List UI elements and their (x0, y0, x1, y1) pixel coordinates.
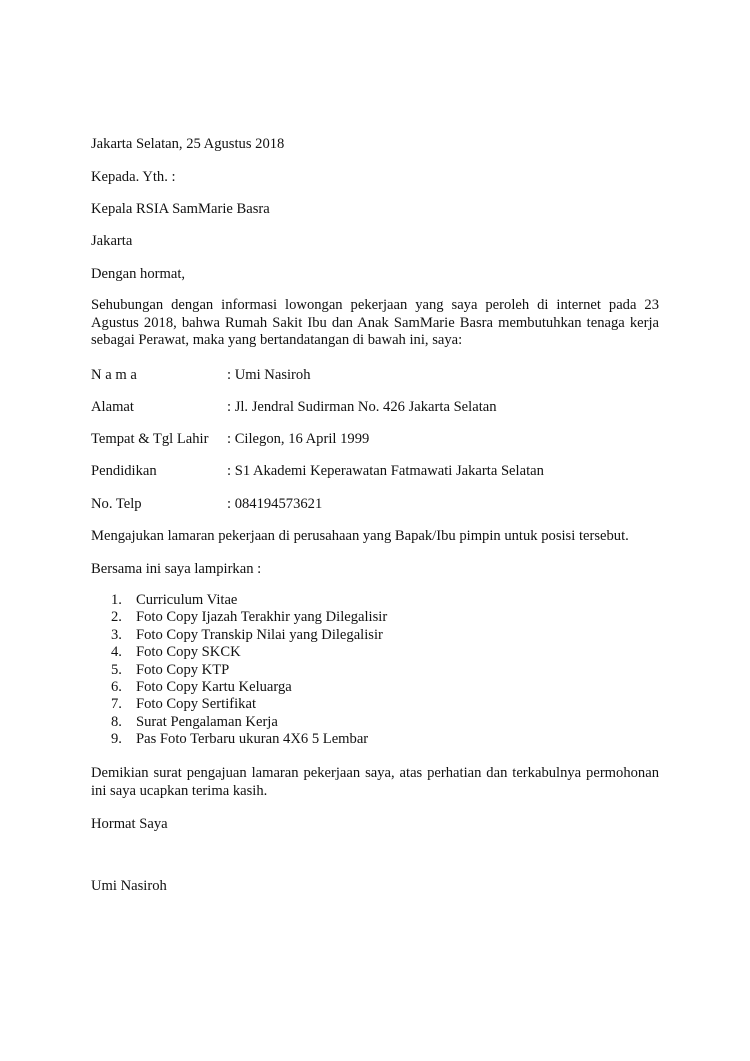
list-number: 6. (111, 678, 122, 695)
greeting: Dengan hormat, (91, 266, 186, 282)
field-label: No. Telp (91, 496, 142, 512)
list-item (91, 714, 659, 731)
application-statement: Mengajukan lamaran pekerjaan di perusahaan yang Bapak/Ibu pimpin untuk posisi tersebut. (91, 528, 629, 544)
list-item (91, 679, 659, 696)
list-number: 5. (111, 661, 122, 678)
list-text: Surat Pengalaman Kerja (136, 713, 278, 730)
list-number: 2. (111, 609, 122, 626)
field-birth (91, 430, 659, 448)
list-text: Curriculum Vitae (136, 592, 238, 608)
field-address (91, 398, 659, 416)
recipient-name: Kepala RSIA SamMarie Basra (91, 201, 270, 217)
attachments-intro: Bersama ini saya lampirkan : (91, 561, 262, 577)
sign-off: Hormat Saya (91, 816, 168, 832)
list-item (91, 627, 659, 644)
closing-paragraph: Demikian surat pengajuan lamaran pekerjaan saya, atas perhatian dan terkabulnya permohonan ini saya ucapkan terima kasih. (91, 765, 659, 799)
field-phone (91, 495, 659, 513)
field-value: : S1 Akademi Keperawatan Fatmawati Jakarta Selatan (227, 463, 544, 479)
field-label: Pendidikan (91, 463, 157, 479)
intro-paragraph: Sehubungan dengan informasi lowongan pekerjaan yang saya peroleh di internet pada 23 Agustus 2018, bahwa Rumah Sakit Ibu dan Anak SamMarie Basra membutuhkan tenaga kerja sebagai Perawat, maka yang bertandatangan di bawah ini, saya: (91, 297, 659, 348)
recipient-city: Jakarta (91, 233, 133, 249)
list-number: 9. (111, 731, 122, 748)
field-value: : 084194573621 (227, 496, 323, 512)
signer-name: Umi Nasiroh (91, 878, 167, 894)
attachment-list (91, 592, 659, 749)
letter-page (91, 0, 659, 1061)
list-number: 7. (111, 696, 122, 713)
field-name (91, 366, 659, 384)
list-item (91, 609, 659, 626)
list-text: Foto Copy SKCK (136, 644, 241, 661)
list-item (91, 662, 659, 679)
list-text: Foto Copy Kartu Keluarga (136, 678, 292, 695)
field-label: Alamat (91, 399, 134, 415)
list-number: 1. (111, 592, 122, 608)
list-number: 4. (111, 644, 122, 661)
field-value: : Cilegon, 16 April 1999 (227, 431, 370, 447)
list-item (91, 696, 659, 713)
recipient-label: Kepada. Yth. : (91, 169, 176, 185)
field-value: : Jl. Jendral Sudirman No. 426 Jakarta Selatan (227, 399, 497, 415)
list-text: Foto Copy KTP (136, 661, 230, 678)
list-item (91, 731, 659, 748)
list-text: Foto Copy Sertifikat (136, 696, 256, 713)
field-label: N a m a (91, 367, 137, 383)
list-number: 3. (111, 626, 122, 643)
field-value: : Umi Nasiroh (227, 367, 311, 383)
list-item (91, 644, 659, 661)
list-text: Foto Copy Transkip Nilai yang Dilegalisir (136, 626, 383, 643)
list-item (91, 592, 659, 609)
field-education (91, 462, 659, 480)
place-date: Jakarta Selatan, 25 Agustus 2018 (91, 136, 285, 152)
field-label: Tempat & Tgl Lahir (91, 431, 209, 447)
list-text: Foto Copy Ijazah Terakhir yang Dilegalisir (136, 609, 388, 626)
list-number: 8. (111, 713, 122, 730)
list-text: Pas Foto Terbaru ukuran 4X6 5 Lembar (136, 731, 369, 748)
